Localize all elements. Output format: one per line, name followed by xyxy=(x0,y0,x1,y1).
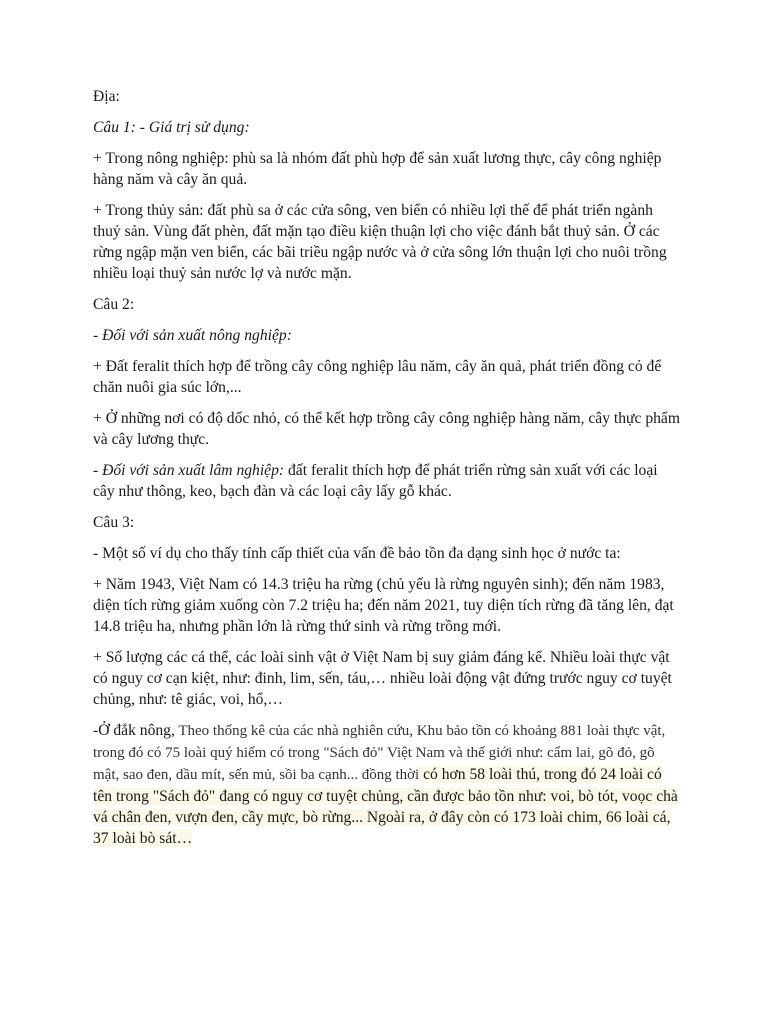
cau2-title: Câu 2: xyxy=(93,296,135,313)
cau2-forestry-text: đất feralit thích hợp để phát triển rừng sản xuất với các loại cây như thông, keo, bạch đàn và các loại cây lấy gỗ khác. xyxy=(93,462,658,500)
doc-heading: Địa: xyxy=(93,88,120,105)
cau3-paragraph-3 xyxy=(93,720,683,849)
cau1-title: Câu 1: - Giá trị sử dụng: xyxy=(93,119,250,136)
cau3-intro: - Một số ví dụ cho thấy tính cấp thiết của vấn đề bảo tồn đa dạng sinh học ở nước ta: xyxy=(93,545,621,562)
cau3-p3-source-text: Theo thống kê của các nhà nghiên cứu, Khu bảo tồn có khoảng 881 loài thực vật, trong đó có 75 loài quý hiếm có trong "Sách đỏ" Việt Nam và thế giới như: cẩm lai, gõ đỏ, gõ mật, sao đen, dầu mít, sến mủ, sồi ba cạnh... đồng thời xyxy=(93,723,666,783)
document-body xyxy=(93,86,683,859)
cau2-paragraph-2: + Ở những nơi có độ dốc nhỏ, có thể kết hợp trồng cây công nghiệp hàng năm, cây thực phẩm và cây lương thực. xyxy=(93,410,680,448)
cau2-forestry-label: - Đối với sản xuất lâm nghiệp: xyxy=(93,462,285,479)
cau2-subheading-agriculture: - Đối với sản xuất nông nghiệp: xyxy=(93,327,292,344)
cau3-paragraph-2: + Số lượng các cá thể, các loài sinh vật ở Việt Nam bị suy giảm đáng kể. Nhiều loài thực vật có nguy cơ cạn kiệt, như: đinh, lim, sến, táu,… nhiều loài động vật đứng trước nguy cơ tuyệt chủng, như: tê giác, voi, hổ,… xyxy=(93,649,672,708)
cau3-paragraph-1: + Năm 1943, Việt Nam có 14.3 triệu ha rừng (chủ yếu là rừng nguyên sinh); đến năm 1983, diện tích rừng giảm xuống còn 7.2 triệu ha; đến năm 2021, tuy diện tích rừng đã tăng lên, đạt 14.8 triệu ha, nhưng phần lớn là rừng thứ sinh và rừng trồng mới. xyxy=(93,576,674,635)
cau2-paragraph-1: + Đất feralit thích hợp để trồng cây công nghiệp lâu năm, cây ăn quả, phát triển đồng cỏ để chăn nuôi gia súc lớn,... xyxy=(93,358,662,396)
cau3-title: Câu 3: xyxy=(93,514,135,531)
cau2-forestry-paragraph xyxy=(93,460,683,502)
cau1-paragraph-1: + Trong nông nghiệp: phù sa là nhóm đất phù hợp để sản xuất lương thực, cây công nghiệp hàng năm và cây ăn quả. xyxy=(93,150,662,188)
cau3-p3-lead: -Ở đắk nông, xyxy=(93,722,175,739)
cau1-paragraph-2: + Trong thủy sản: đất phù sa ở các cửa sông, ven biển có nhiều lợi thế để phát triển ngành thuỷ sản. Vùng đất phèn, đất mặn tạo điều kiện thuận lợi cho việc đánh bắt thuỷ sản. Ở các rừng ngập mặn ven biển, các bãi triều ngập nước và ở cửa sông lớn thuận lợi cho nuôi trồng nhiều loại thuỷ sản nước lợ và nước mặn. xyxy=(93,202,667,282)
cau3-p3-highlighted-text: có hơn 58 loài thú, trong đó 24 loài có tên trong "Sách đỏ" đang có nguy cơ tuyệt chủng, cần được bảo tồn như: voi, bò tót, voọc chà vá chân đen, vượn đen, cầy mực, bò rừng... Ngoài ra, ở đây còn có 173 loài chim, 66 loài cá, 37 loài bò sát… xyxy=(93,766,678,847)
